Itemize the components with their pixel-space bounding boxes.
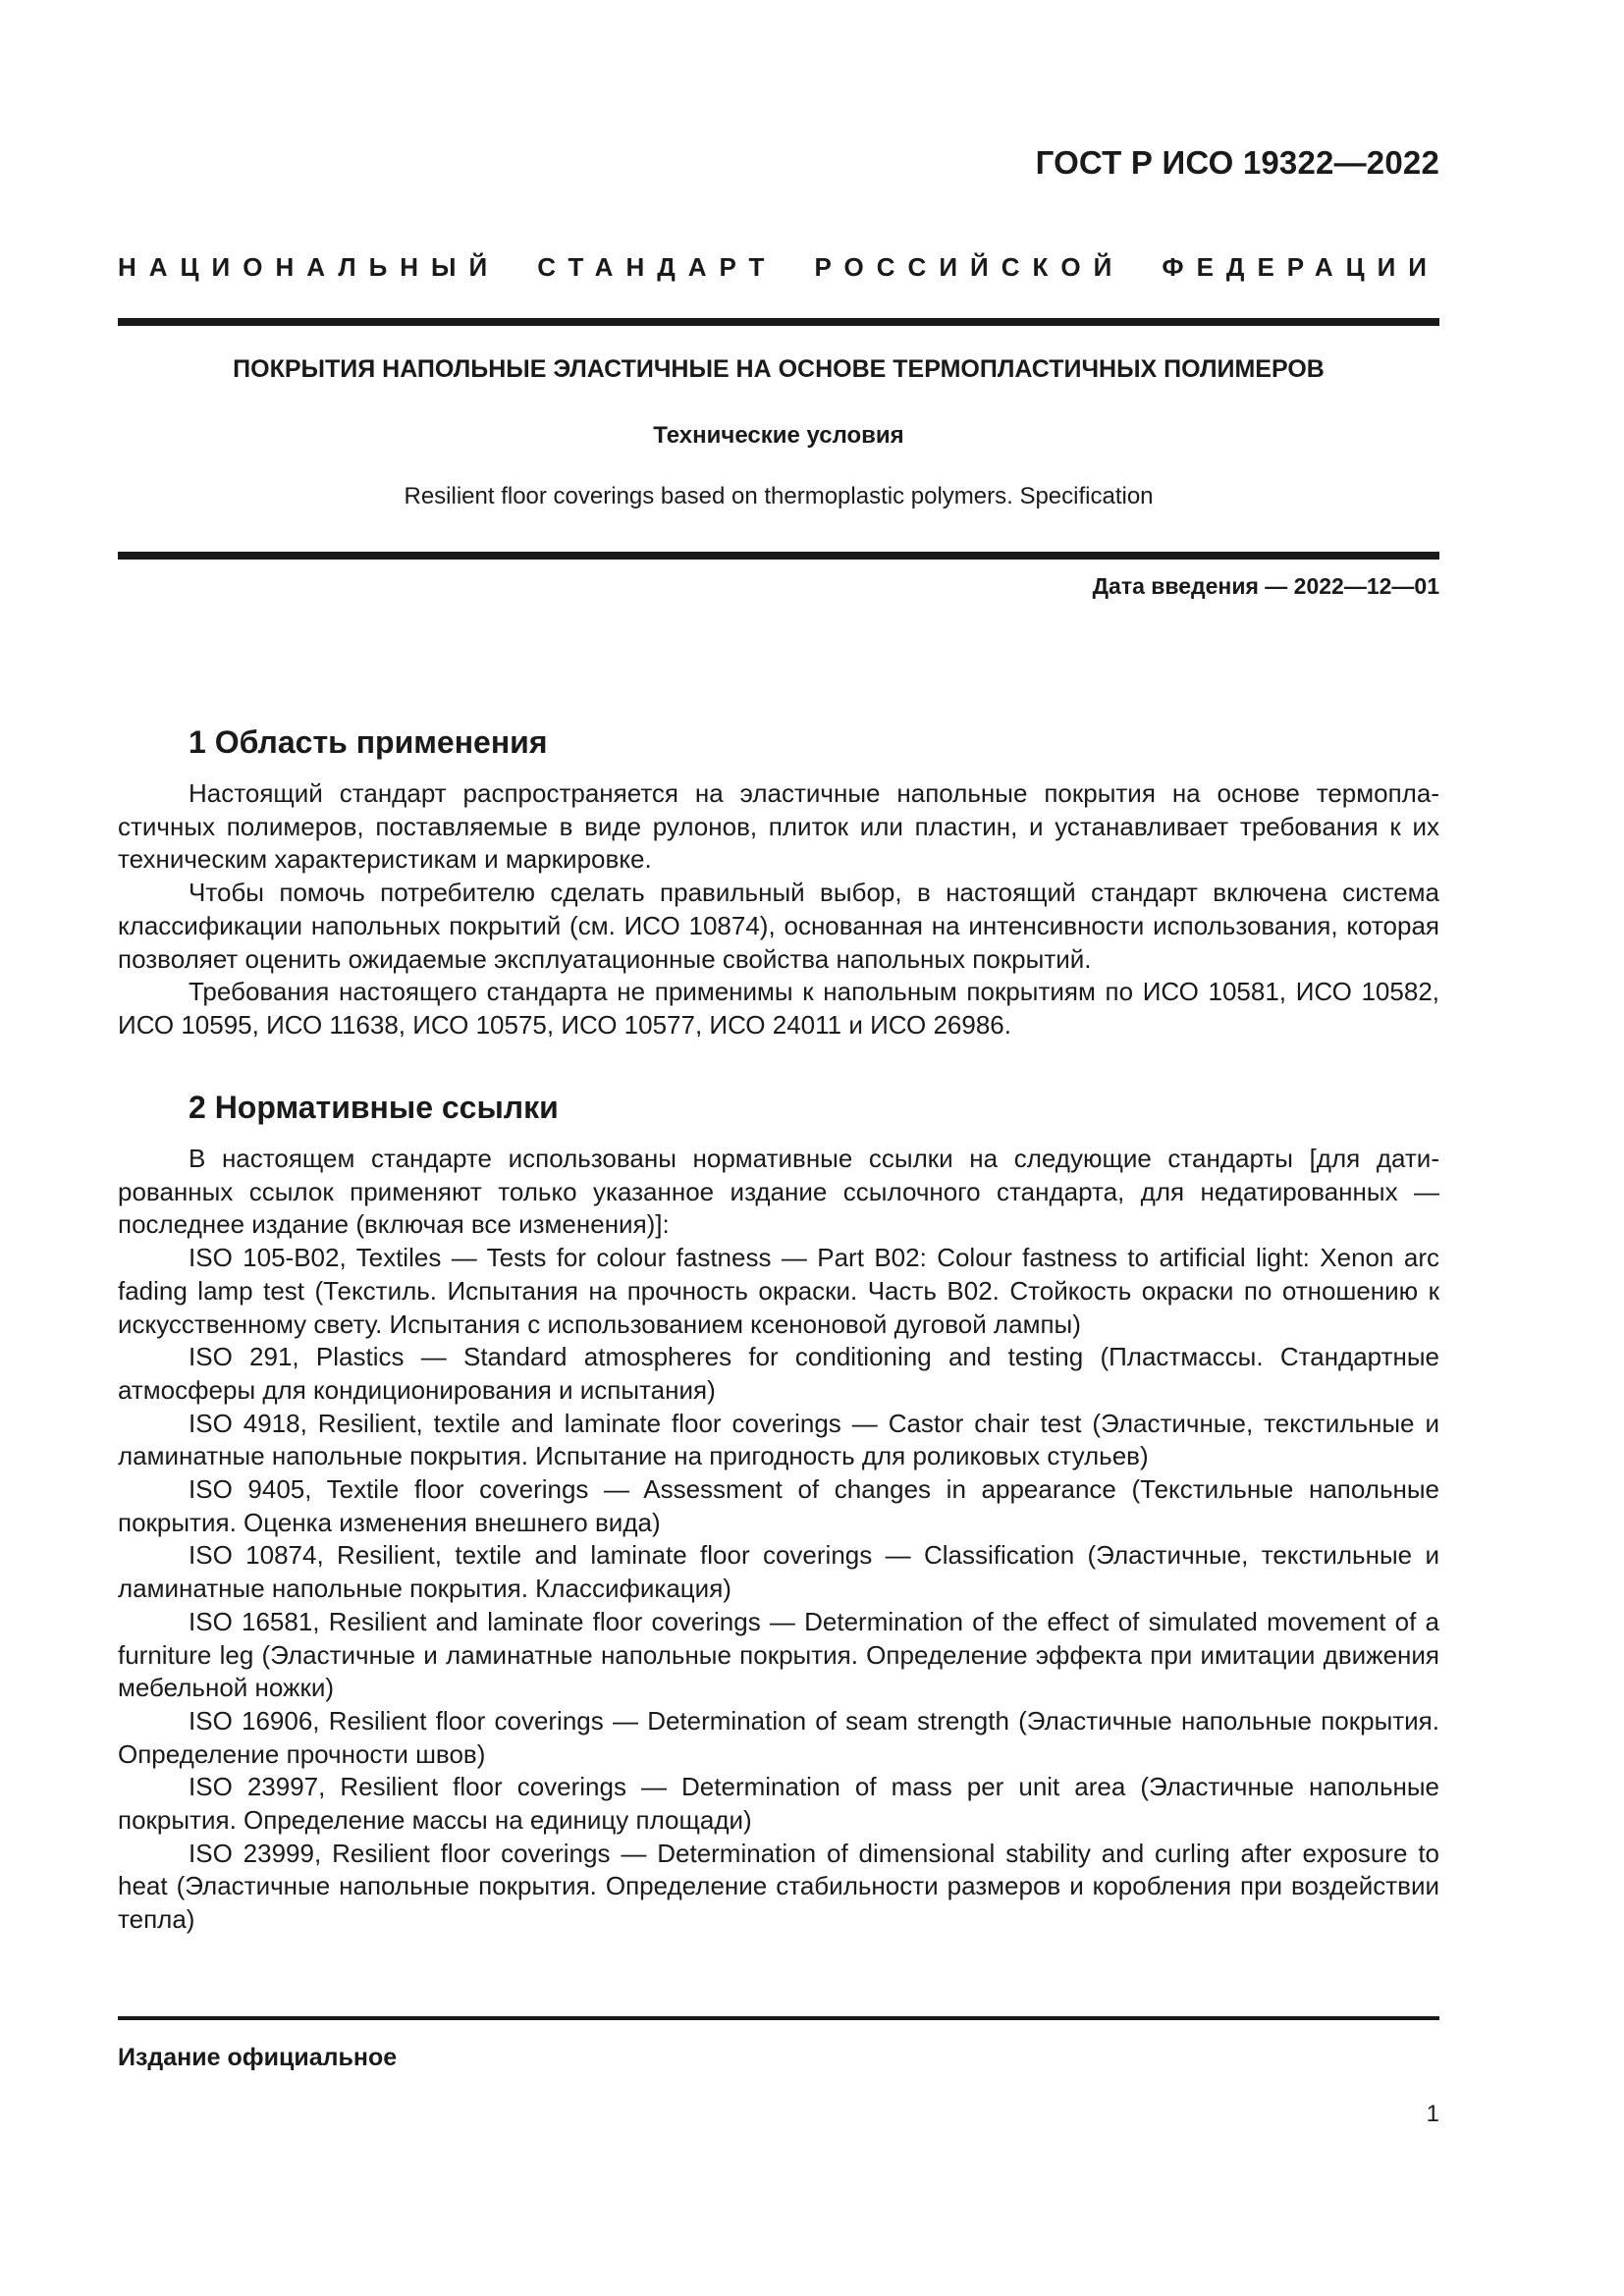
reference-item: ISO 16906, Resilient floor coverings — Determination of seam strength (Эластичные напольные покрытия. Определение прочности швов) xyxy=(118,1705,1439,1769)
reference-item: ISO 23999, Resilient floor coverings — Determination of dimensional stability and curling after exposure to heat (Эластичные напольные покрытия. Определение стабильности размеров и коробления при воздействии тепла) xyxy=(118,1838,1439,1935)
section-heading: 1 Область применения xyxy=(189,724,548,760)
section-normative-references xyxy=(118,1088,1439,1937)
header-rule-top xyxy=(118,318,1439,326)
official-edition-label: Издание официальное xyxy=(118,2044,398,2071)
section-paragraph: В настоящем стандарте использованы нормативные ссылки на следующие стандарты [для датированных ссылок применяют только указанное издание ссылочного стандарта, для недатированных — последнее издание (включая все изменения)]: xyxy=(118,1144,1439,1240)
section-heading: 2 Нормативные ссылки xyxy=(189,1090,559,1125)
reference-item: ISO 16581, Resilient and laminate floor coverings — Determination of the effect of simulated movement of a furniture leg (Эластичные и ламинатные напольные покрытия. Определение эффекта при имитации движения мебельной ножки) xyxy=(118,1606,1439,1703)
reference-item: ISO 9405, Textile floor coverings — Assessment of changes in appearance (Текстильные напольные покрытия. Оценка изменения внешнего вида) xyxy=(118,1474,1439,1537)
section-scope xyxy=(118,722,1439,1042)
section-paragraph: Требования настоящего стандарта не применимы к напольным покрытиям по ИСО 10581, ИСО 10582, ИСО 10595, ИСО 11638, ИСО 10575, ИСО 10577, ИСО 24011 и ИСО 26986. xyxy=(118,977,1439,1040)
reference-item: ISO 23997, Resilient floor coverings — Determination of mass per unit area (Эластичные напольные покрытия. Определение массы на единицу площади) xyxy=(118,1772,1439,1836)
introduction-date: Дата введения — 2022—12—01 xyxy=(1092,573,1439,599)
document-subtitle: Технические условия xyxy=(653,422,904,449)
document-title: ПОКРЫТИЯ НАПОЛЬНЫЕ ЭЛАСТИЧНЫЕ НА ОСНОВЕ ТЕРМОПЛАСТИЧНЫХ ПОЛИМЕРОВ xyxy=(233,355,1325,383)
national-standard-heading: НАЦИОНАЛЬНЫЙ СТАНДАРТ РОССИЙСКОЙ ФЕДЕРАЦИИ xyxy=(118,252,1439,282)
reference-item: ISO 10874, Resilient, textile and laminate floor coverings — Classification (Эластичные, текстильные и ламинатные напольные покрытия. Классификация) xyxy=(118,1540,1439,1604)
footer-rule xyxy=(118,2016,1439,2020)
document-title-english: Resilient floor coverings based on thermoplastic polymers. Specification xyxy=(404,483,1154,509)
document-page xyxy=(118,0,1439,2296)
page-number: 1 xyxy=(1426,2101,1439,2127)
document-number: ГОСТ Р ИСО 19322—2022 xyxy=(1035,144,1439,181)
reference-item: ISO 291, Plastics — Standard atmospheres for conditioning and testing (Пластмассы. Стандартные атмосферы для кондиционирования и испытания) xyxy=(118,1342,1439,1405)
reference-item: ISO 105-B02, Textiles — Tests for colour fastness — Part B02: Colour fastness to artificial light: Xenon arc fading lamp test (Текстиль. Испытания на прочность окраски. Часть B02. Стойкость окраски по отношению к искусственному свету. Испытания с использованием ксеноновой дуговой лампы) xyxy=(118,1243,1439,1339)
reference-item: ISO 4918, Resilient, textile and laminate floor coverings — Castor chair test (Эластичные, текстильные и ламинатные напольные покрытия. Испытание на пригодность для роликовых стульев) xyxy=(118,1408,1439,1471)
header-rule-bottom xyxy=(118,552,1439,560)
section-paragraph: Чтобы помочь потребителю сделать правильный выбор, в настоящий стандарт включена система классификации напольных покрытий (см. ИСО 10874), основанная на интенсивности использования, которая позволяет оценить ожидаемые эксплуатационные свойства напольных покрытий. xyxy=(118,878,1439,974)
section-paragraph: Настоящий стандарт распространяется на эластичные напольные покрытия на основе термопластичных полимеров, поставляемые в виде рулонов, плиток или пластин, и устанавливает требования к их техническим характеристикам и маркировке. xyxy=(118,778,1439,875)
